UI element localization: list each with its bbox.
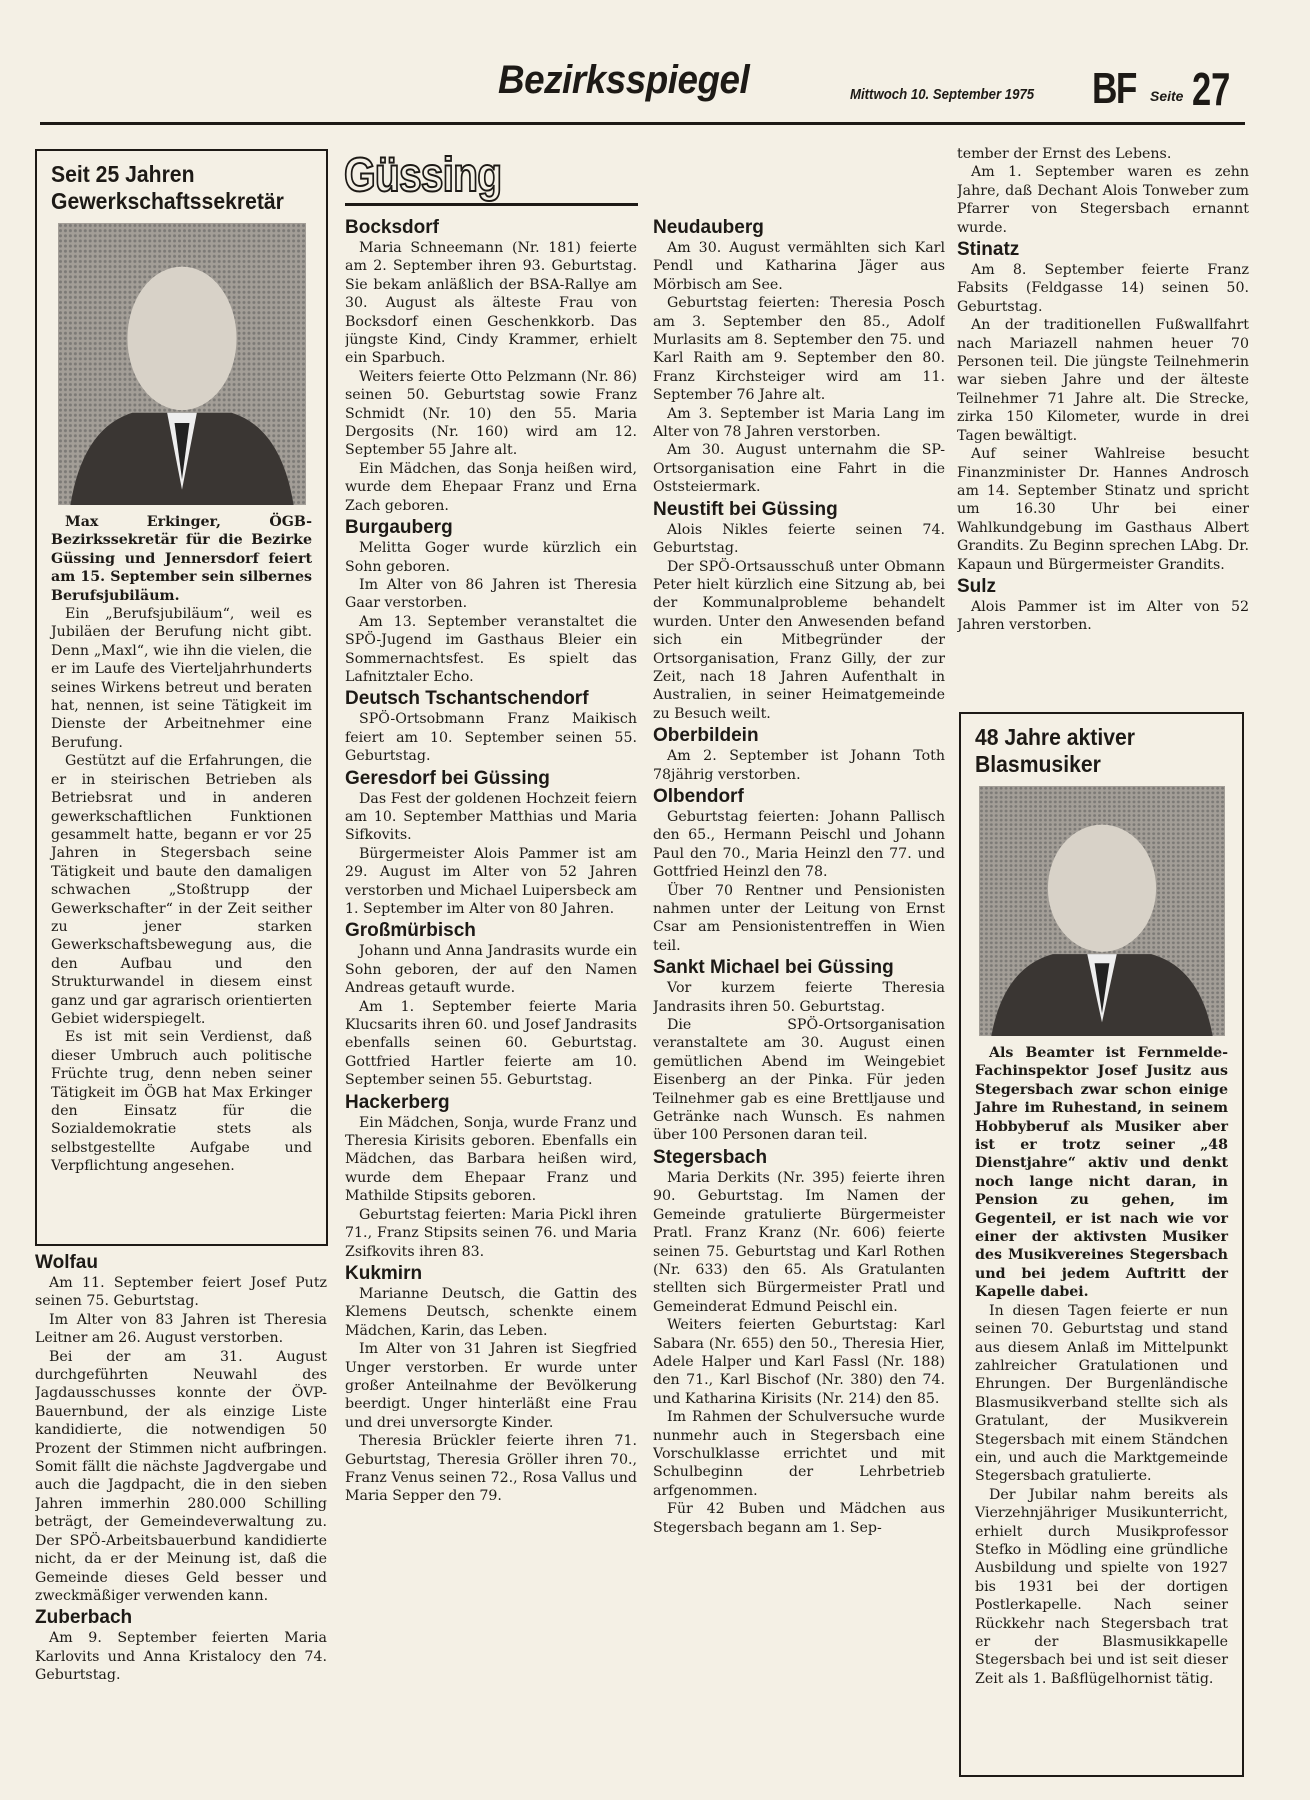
- place-heading: Neustift bei Güssing: [653, 498, 838, 520]
- paragraph: Gestützt auf die Erfahrungen, die er in steirischen Betrieben als Betriebsrat und in anderen gewerkschaftlichen Funktionen gesammelt hatte, begann er vor 25 Jahren in Stegersbach seine Tätigkeit und baute den damaligen schwachen „Stoßtrupp der Gewerkschafter“ in der Zeit seither zu jener starken Gewerkschaftsbewegung aus, die den Aufbau und den Strukturwandel in diesem einst ganz und gar agrarisch orientierten Gebiet widerspiegelt.: [51, 753, 312, 1027]
- paragraph: Weiters feierten Geburtstag: Karl Sabara (Nr. 655) den 50., Theresia Hier, Adele Halper und Karl Fassl (Nr. 188) den 71., Karl Bischof (Nr. 380) den 74. und Katharina Kirisits (Nr. 214) den 85.: [653, 1317, 945, 1407]
- box-title: 48 Jahre aktiver Blasmusiker: [975, 724, 1135, 777]
- box-title: Seit 25 Jahren Gewerkschaftssekretär: [51, 161, 284, 214]
- section-title: Bezirksspiegel: [498, 58, 750, 102]
- paragraph: Es ist mit sein Verdienst, daß dieser Umbruch auch politische Früchte trug, denn neben seiner Tätigkeit im ÖGB hat Max Erkinger den Einsatz für die Sozialdemokratie stets als selbstgestellte Aufgabe und Verpflichtung angesehen.: [51, 1029, 312, 1175]
- paragraph: Am 30. August unternahm die SP-Ortsorganisation eine Fahrt in die Oststeiermark.: [653, 442, 945, 496]
- paragraph: Im Alter von 31 Jahren ist Siegfried Unger verstorben. Er wurde unter großer Anteilnahme der Bevölkerung beerdigt. Unger hinterläßt eine Frau und drei unversorgte Kinder.: [345, 1341, 637, 1431]
- paragraph: Das Fest der goldenen Hochzeit feiern am 10. September Matthias und Maria Sifkovits.: [345, 790, 637, 844]
- place-heading: Zuberbach: [35, 1607, 133, 1629]
- paragraph: Am 13. September veranstaltet die SPÖ-Jugend im Gasthaus Bleier ein Sommernachtsfest. Es spielt das Lafnitztaler Echo.: [345, 613, 637, 685]
- page-number: 27: [1192, 63, 1231, 115]
- place-heading: Olbendorf: [653, 785, 744, 807]
- paragraph: Am 3. September ist Maria Lang im Alter von 78 Jahren verstorben.: [653, 405, 945, 441]
- portrait-photo: [58, 223, 306, 505]
- paragraph: Die SPÖ-Ortsorganisation veranstaltete am 30. August einen gemütlichen Abend im Weingebiet Eisenberg an der Pinka. Für jeden Teilnehmer gab es eine Brettljause und Getränke nach Wunsch. Es nahmen über 100 Personen daran teil.: [653, 1017, 945, 1144]
- paragraph: Geburtstag feierten: Maria Pickl ihren 71., Franz Stipsits seinen 76. und Maria Zsifkovits ihren 83.: [345, 1206, 637, 1260]
- paragraph: Am 11. September feiert Josef Putz seinen 75. Geburtstag.: [35, 1275, 327, 1310]
- paragraph: Marianne Deutsch, die Gattin des Klemens Deutsch, schenkte einem Mädchen, Karin, das Leben.: [345, 1285, 637, 1339]
- paragraph: Alois Nikles feierte seinen 74. Geburtstag.: [653, 521, 945, 557]
- paragraph: Geburtstag feierten: Theresia Posch am 3. September den 85., Adolf Murlasits am 8. September den 75. und Karl Raith am 9. September den 80. Franz Kirchsteiger wird am 11. September 76 Jahre alt.: [653, 295, 945, 404]
- column-4: [957, 145, 1249, 705]
- paragraph: In diesen Tagen feierte er nun seinen 70. Geburtstag und stand aus diesem Anlaß im Mittelpunkt zahlreicher Gratulationen und Ehrungen. Der Burgenländische Blasmusikverband stellte sich als Gratulant, der Musikverein Stegersbach mit einem Ständchen ein, und auch die Marktgemeinde Stegersbach gratulierte.: [975, 1302, 1228, 1485]
- place-heading: Wolfau: [35, 1252, 98, 1273]
- paragraph: SPÖ-Ortsobmann Franz Maikisch feiert am 10. September seinen 55. Geburtstag.: [345, 711, 637, 765]
- paragraph: Theresia Brückler feierte ihren 71. Geburtstag, Theresia Gröller ihren 70., Franz Venus seinen 72., Rosa Vallus und Maria Sepper den 79.: [345, 1433, 637, 1505]
- place-heading: Oberbildein: [653, 725, 759, 747]
- paragraph: Bürgermeister Alois Pammer ist am 29. August im Alter von 52 Jahren verstorben und Michael Luipersbeck am 1. September im Alter von 80 Jahren.: [345, 845, 637, 917]
- paragraph: Am 2. September ist Johann Toth 78jährig verstorben.: [653, 748, 945, 783]
- column-3: [653, 215, 945, 1750]
- place-heading: Stegersbach: [653, 1146, 768, 1168]
- place-heading: Burgauberg: [345, 517, 453, 539]
- paragraph: Im Rahmen der Schulversuche wurde nunmehr auch in Stegersbach eine Vorschulklasse errichtet und mit Schulbeginn der Lehrbetrieb arfgenommen.: [653, 1409, 945, 1499]
- paragraph: Weiters feierte Otto Pelzmann (Nr. 86) seinen 50. Geburtstag sowie Franz Schmidt (Nr. 10) den 55. Maria Dergosits (Nr. 160) wird am 12. September 55 Jahre alt.: [345, 368, 637, 459]
- paragraph: Der SPÖ-Ortsausschuß unter Obmann Peter hielt kürzlich eine Sitzung ab, bei der Kommunalprobleme behandelt wurden. Unter den Anwesenden befand sich ein Mitbegründer der Ortsorganisation, Franz Gilly, der zur Zeit, nach 18 Jahren Aufenthalt in Australien, in seiner Heimatgemeinde zu Besuch weilt.: [653, 558, 945, 722]
- header-rule: [40, 122, 1245, 125]
- photo-caption: Max Erkinger, ÖGB-Bezirkssekretär für die Bezirke Güssing und Jennersdorf feiert am 15. September sein silbernes Berufsjubiläum.: [51, 514, 312, 604]
- place-heading: Neudauberg: [653, 217, 764, 238]
- place-heading: Sulz: [957, 575, 997, 597]
- paragraph: Im Alter von 86 Jahren ist Theresia Gaar verstorben.: [345, 576, 637, 612]
- paragraph: Am 9. September feierten Maria Karlovits und Anna Kristalocy den 74. Geburtstag.: [35, 1630, 327, 1684]
- place-heading: Sankt Michael bei Güssing: [653, 957, 894, 979]
- paragraph: Im Alter von 83 Jahren ist Theresia Leitner am 26. August verstorben.: [35, 1311, 327, 1347]
- paragraph: Am 8. September feierte Franz Fabsits (Feldgasse 14) seinen 50. Geburtstag.: [957, 262, 1249, 315]
- place-heading: Großmürbisch: [345, 920, 476, 942]
- paragraph: Am 1. September feierte Maria Klucsarits ihren 60. und Josef Jandrasits ebenfalls seinen 60. Geburtstag. Gottfried Hartler feierte am 10. September seinen 55. Geburtstag.: [345, 998, 637, 1089]
- paragraph: Maria Schneemann (Nr. 181) feierte am 2. September ihren 93. Geburtstag. Sie bekam anläßlich der BSA-Rallye am 30. August als älteste Frau von Bocksdorf einen Geschenkkorb. Das jüngste Kind, Cindy Krammer, erhielt ein Sparbuch.: [345, 240, 637, 367]
- paragraph: Auf seiner Wahlreise besucht Finanzminister Dr. Hannes Androsch am 14. September Stinatz und spricht um 16.30 Uhr bei einer Wahlkundgebung im Gasthaus Albert Grandits. Zu Beginn sprechen LAbg. Dr. Kapaun und Bürgermeister Grandits.: [957, 446, 1249, 573]
- paragraph: tember der Ernst des Lebens.: [957, 146, 1172, 162]
- column-1: [35, 1250, 327, 1750]
- paragraph: Vor kurzem feierte Theresia Jandrasits ihren 50. Geburtstag.: [653, 980, 945, 1015]
- paragraph: Ein Mädchen, Sonja, wurde Franz und Theresia Kirisits geboren. Ebenfalls ein Mädchen, das Barbara heißen wird, wurde dem Ehepaar Franz und Mathilde Stipsits geboren.: [345, 1114, 637, 1205]
- paragraph: Maria Derkits (Nr. 395) feierte ihren 90. Geburtstag. Im Namen der Gemeinde gratulierte Bürgermeister Pratl. Franz Kranz (Nr. 606) feierte seinen 75. Geburtstag und Karl Rothen (Nr. 633) den 65. Als Gratulanten stellten sich Bürgermeister Pratl und Gemeinderat Edmund Peischl ein.: [653, 1169, 945, 1315]
- paragraph: Am 1. September waren es zehn Jahre, daß Dechant Alois Tonweber zum Pfarrer von Stegersbach ernannt wurde.: [957, 164, 1249, 236]
- box-text: [975, 1044, 1228, 1688]
- place-heading: Kukmirn: [345, 1262, 423, 1284]
- box-text: [51, 513, 312, 1176]
- column-2: [345, 215, 637, 1750]
- paragraph: Melitta Goger wurde kürzlich ein Sohn geboren.: [345, 540, 637, 575]
- article-box-jusitz: [959, 712, 1244, 1777]
- paragraph: Für 42 Buben und Mädchen aus Stegersbach begann am 1. Sep-: [653, 1501, 945, 1536]
- portrait-photo: [979, 786, 1225, 1036]
- paragraph: Johann und Anna Jandrasits wurde ein Sohn geboren, der auf den Namen Andreas getauft wurde.: [345, 943, 637, 997]
- paragraph: Geburtstag feierten: Johann Pallisch den 65., Hermann Peischl und Johann Paul den 70., Maria Heinzl den 77. und Gottfried Heinzl den 78.: [653, 808, 945, 881]
- place-heading: Geresdorf bei Güssing: [345, 767, 550, 789]
- paragraph: Ein „Berufsjubiläum“, weil es Jubiläen der Berufung nicht gibt. Denn „Maxl“, wie ihn die vielen, die er im Laufe des Vierteljahrhunderts seines Wirkens betreut und beraten hat, nennen, ist seine Tätigkeit im Dienste der Arbeitnehmer eine Berufung.: [51, 606, 312, 751]
- article-box-erkinger: [35, 149, 328, 1246]
- district-rule: [345, 203, 638, 206]
- page-label: Seite: [1150, 88, 1184, 104]
- place-heading: Deutsch Tschantschendorf: [345, 688, 589, 710]
- photo-caption: Als Beamter ist Fernmelde-Fachinspektor Josef Jusitz aus Stegersbach zwar schon einige Jahre im Ruhestand, in seinem Hobbyberuf als Musiker aber ist er trotz seiner „48 Dienstjahre“ aktiv und denkt noch lange nicht daran, in Pension zu gehen, im Gegenteil, er ist nach wie vor einer der aktivsten Musiker des Musikvereines Stegersbach und bei jedem Auftritt der Kapelle dabei.: [975, 1045, 1228, 1301]
- paragraph: Am 30. August vermählten sich Karl Pendl und Katharina Jäger aus Mörbisch am See.: [653, 240, 945, 293]
- issue-date: Mittwoch 10. September 1975: [850, 86, 1035, 103]
- district-logo: Güssing: [344, 149, 502, 202]
- paragraph: Bei der am 31. August durchgeführten Neuwahl des Jagdausschusses konnte der ÖVP-Bauernbund, der als einzige Liste kandidierte, die notwendigen 50 Prozent der Stimmen nicht aufbringen. Somit fällt die nächste Jagdvergabe und auch die Jagdpacht, die in den sieben Jahren immerhin 280.000 Schilling beträgt, der Gemeindeverwaltung zu. Der SPÖ-Arbeitsbauerbund kandidierte nicht, da er der Meinung ist, daß die Gemeinde dieses Geld besser und zweckmäßiger verwenden kann.: [35, 1348, 327, 1604]
- paragraph: Alois Pammer ist im Alter von 52 Jahren verstorben.: [957, 598, 1249, 634]
- newspaper-logo: BF: [1092, 64, 1136, 113]
- paragraph: Ein Mädchen, das Sonja heißen wird, wurde dem Ehepaar Franz und Erna Zach geboren.: [345, 460, 637, 514]
- place-heading: Stinatz: [957, 239, 1020, 261]
- paragraph: Der Jubilar nahm bereits als Vierzehnjähriger Musikunterricht, erhielt durch Musikprofessor Stefko in Mödling eine gründliche Ausbildung und spielte von 1927 bis 1931 bei der dortigen Postlerkapelle. Nach seiner Rückkehr nach Stegersbach trat er der Blasmusikkapelle Stegersbach bei und ist seit dieser Zeit als 1. Baßflügelhornist tätig.: [975, 1486, 1228, 1687]
- paragraph: Über 70 Rentner und Pensionisten nahmen unter der Leitung von Ernst Csar am Pensionistentreffen in Wien teil.: [653, 882, 945, 954]
- paragraph: An der traditionellen Fußwallfahrt nach Mariazell nahmen heuer 70 Personen teil. Die jüngste Teilnehmerin war sieben Jahre und der älteste Teilnehmer 71 Jahre alt. Die Strecke, zirka 150 Kilometer, wurde in drei Tagen bewältigt.: [957, 317, 1249, 444]
- place-heading: Hackerberg: [345, 1091, 450, 1113]
- place-heading: Bocksdorf: [345, 217, 439, 238]
